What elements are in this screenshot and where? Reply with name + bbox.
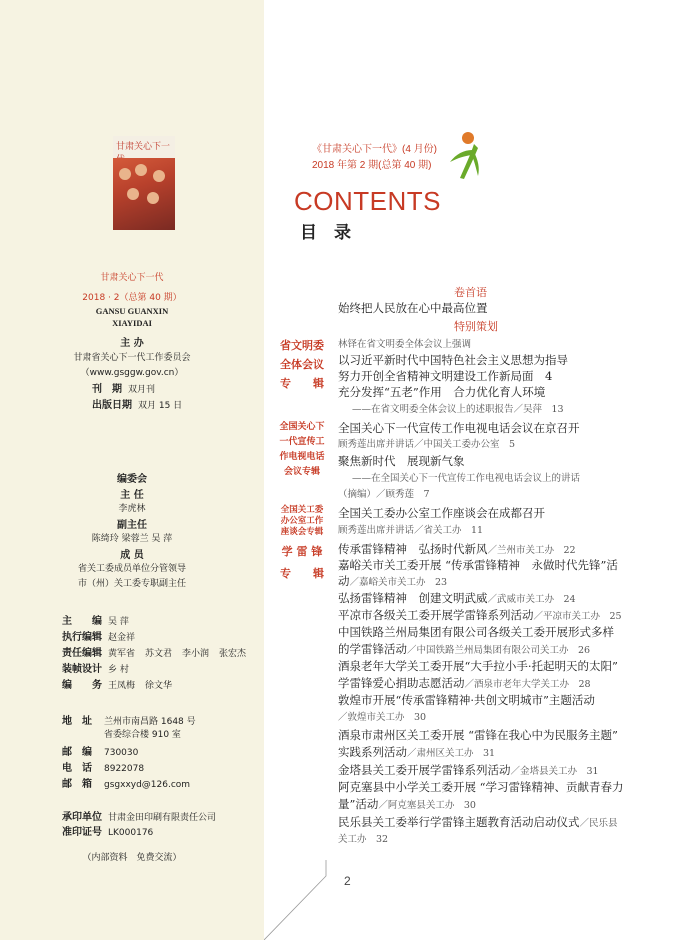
contact-label: 邮 编 <box>62 747 92 758</box>
toc-entry[interactable]: 全国关心下一代宣传工作电视电话会议在京召开 <box>338 421 580 435</box>
printer-value: 甘肃金田印刷有限责任公司 <box>108 813 217 823</box>
toc-title: 民乐县关工委举行学雷锋主题教育活动启动仪式 <box>338 815 580 829</box>
magazine-name: 甘肃关心下一代 <box>100 273 164 283</box>
permit-row <box>62 823 153 838</box>
contact-row <box>62 775 190 790</box>
toc-entry[interactable]: 聚焦新时代 展现新气象 <box>338 454 465 468</box>
toc-entry[interactable]: 中国铁路兰州局集团有限公司各级关工委开展形式多样 <box>338 625 614 639</box>
toc-source: 关工办 32 <box>338 834 389 845</box>
category-label-xueleifeng <box>264 541 340 585</box>
contact-row <box>62 759 144 774</box>
editor-row <box>62 676 182 691</box>
editor-label: 执行编辑 <box>62 632 102 643</box>
cover-face <box>119 168 131 180</box>
toc-entry[interactable]: 始终把人民放在心中最高位置 <box>338 301 488 315</box>
toc-title: 的学雷锋活动 <box>338 642 407 656</box>
toc-subtitle: ——在省文明委全体会议上的述职报告 <box>352 404 514 415</box>
editor-label: 装帧设计 <box>62 664 102 675</box>
toc-entry[interactable] <box>338 675 591 691</box>
toc-subtitle: ——在全国关心下一代宣传工作电视电话会议上的讲话 <box>352 473 581 484</box>
editor-name: 李小润 <box>182 649 210 659</box>
toc-entry[interactable] <box>338 831 388 845</box>
toc-entry[interactable] <box>338 541 576 557</box>
pinyin-line-2: XIAYIDAI <box>112 318 152 328</box>
sponsor-label: 主 办 <box>120 338 144 349</box>
contact-value: 省委综合楼 910 室 <box>104 730 181 740</box>
toc-title: 实践系列活动 <box>338 745 407 759</box>
toc-subtitle: 林铎在省文明委全体会议上强调 <box>338 339 472 350</box>
logo-figure-icon <box>444 130 484 182</box>
toc-entry[interactable] <box>338 641 590 657</box>
category-label-line: 会议专辑 <box>283 467 320 477</box>
vice-label: 副主任 <box>117 520 147 531</box>
cover-face <box>135 164 147 176</box>
toc-title: 弘扬雷锋精神 创建文明武威 <box>338 591 488 605</box>
category-label-line: 全国关心下 <box>279 422 325 432</box>
toc-entry[interactable]: 敦煌市开展“传承雷锋精神·共创文明城市”主题活动 <box>338 693 595 707</box>
toc-entry[interactable]: 酒泉老年大学关工委开展“大手拉小手·托起明天的太阳” <box>338 659 618 673</box>
toc-title: 平凉市各级关工委开展学雷锋系列活动 <box>338 608 534 622</box>
category-label-xuanchuan <box>264 420 340 480</box>
director-name: 李虎林 <box>118 504 146 514</box>
toc-entry[interactable] <box>338 607 622 623</box>
toc-title: 量”活动 <box>338 797 379 811</box>
frequency-value: 双月刊 <box>128 385 156 395</box>
corner-divider <box>264 860 354 940</box>
toc-subtitle: 顾秀莲出席并讲话 <box>338 525 415 536</box>
editor-row <box>62 612 139 627</box>
frequency-row <box>92 380 155 395</box>
section-title-preface: 卷首语 <box>454 286 487 299</box>
toc-source: ／民乐县 <box>579 818 618 829</box>
editor-name: 黄军省 <box>108 649 136 659</box>
contact-label: 邮 箱 <box>62 779 92 790</box>
editor-name: 吴 萍 <box>108 617 129 627</box>
vice-names: 陈绮玲 梁蓉兰 吴 萍 <box>91 534 173 544</box>
category-label-line: 省文明委 <box>280 339 324 352</box>
category-label-line: 专 辑 <box>280 567 324 580</box>
contact-value: 兰州市南昌路 1648 号 <box>104 717 196 727</box>
pinyin-line-1: GANSU GUANXIN <box>95 306 169 316</box>
cover-thumbnail <box>113 136 175 230</box>
toc-source: ／酒泉市老年大学关工办 28 <box>464 679 591 690</box>
cover-face <box>147 192 159 204</box>
editor-name: 张宏杰 <box>219 649 247 659</box>
editor-name: 王凤梅 <box>108 681 136 691</box>
editor-name: 徐文华 <box>145 681 173 691</box>
mulu-heading: 目 录 <box>300 223 351 242</box>
category-label-line: 学 雷 锋 <box>281 545 323 558</box>
editor-label: 责任编辑 <box>62 648 102 659</box>
toc-title: 传承雷锋精神 弘扬时代新风 <box>338 542 488 556</box>
toc-source: ／嘉峪关市关工办 23 <box>349 577 448 588</box>
website: （www.gsggw.gov.cn） <box>80 368 184 378</box>
category-label-wenmingwei <box>264 336 340 393</box>
toc-source: ／敦煌市关工办 30 <box>338 712 427 723</box>
toc-entry[interactable] <box>352 470 580 484</box>
toc-entry[interactable] <box>338 590 576 606</box>
member-line-2: 市（州）关工委专职副主任 <box>77 579 186 589</box>
committee-label: 编委会 <box>117 474 147 485</box>
toc-entry[interactable] <box>338 709 426 723</box>
toc-entry[interactable]: 全国关工委办公室工作座谈会在成都召开 <box>338 506 545 520</box>
toc-entry[interactable] <box>338 436 515 450</box>
toc-source: ／兰州市关工办 22 <box>487 545 576 556</box>
toc-entry[interactable] <box>352 401 564 415</box>
toc-source: ／武威市关工办 24 <box>487 594 576 605</box>
editor-name: 赵金祥 <box>108 633 136 643</box>
permit-label: 准印证号 <box>62 827 102 838</box>
contact-email[interactable]: gsgxxyd@126.com <box>104 780 191 790</box>
director-label: 主 任 <box>120 490 144 501</box>
cover-face <box>153 170 165 182</box>
category-label-line: 专 辑 <box>280 377 324 390</box>
contents-heading: CONTENTS <box>294 186 441 216</box>
sponsor-name: 甘肃省关心下一代工作委员会 <box>73 353 191 363</box>
toc-entry[interactable] <box>338 814 618 830</box>
cover-photo <box>113 158 175 230</box>
toc-title: 动 <box>338 574 350 588</box>
frequency-label: 刊 期 <box>92 384 122 395</box>
editor-label: 主 编 <box>62 616 102 627</box>
cover-title: 甘肃关心下一 <box>116 142 171 152</box>
category-label-bangongshi <box>264 505 340 538</box>
toc-entry[interactable] <box>338 522 483 536</box>
editor-row <box>62 660 139 675</box>
toc-entry[interactable]: 努力开创全省精神文明建设工作新局面 4 <box>338 369 553 383</box>
issue-header-line-1: 《甘肃关心下一代》(4 月份) <box>312 144 437 155</box>
toc-title: 金塔县关工委开展学雷锋系列活动 <box>338 763 511 777</box>
printer-row <box>62 808 216 823</box>
toc-entry[interactable] <box>338 486 430 500</box>
page-number: 2 <box>344 874 351 888</box>
toc-entry[interactable]: 充分发挥“五老”作用 合力优化育人环境 <box>338 385 546 399</box>
toc-source: ／中国关工委办公室 5 <box>414 439 516 450</box>
toc-entry[interactable] <box>338 796 476 812</box>
contact-row <box>62 743 138 758</box>
category-label-line: 一代宣传工 <box>279 437 325 447</box>
toc-source: ／阿克塞县关工办 30 <box>378 800 476 811</box>
toc-source: ／吴萍 13 <box>513 404 564 415</box>
issue-number: 2018 · 2（总第 40 期） <box>82 293 182 303</box>
category-label-line: 办公室工作 <box>280 516 324 526</box>
toc-entry[interactable]: 嘉峪关市关工委开展 “传承雷锋精神 永做时代先锋”活 <box>338 558 618 572</box>
cover-face <box>127 188 139 200</box>
toc-source: ／省关工办 11 <box>414 525 484 536</box>
contact-label: 地 址 <box>62 716 92 727</box>
editor-name: 苏文君 <box>145 649 173 659</box>
toc-source: ／金塔县关工办 31 <box>510 766 599 777</box>
date-label: 出版日期 <box>92 400 132 411</box>
category-label-line: 座谈会专辑 <box>280 527 324 537</box>
permit-value: LK000176 <box>108 828 154 838</box>
contact-row <box>62 727 181 740</box>
toc-source: ／中国铁路兰州局集团有限公司关工办 26 <box>407 645 591 656</box>
toc-source: ／平凉市关工办 25 <box>533 611 622 622</box>
editor-label: 编 务 <box>62 680 102 691</box>
toc-source: （摘编）／顾秀莲 7 <box>338 489 430 500</box>
issue-header-line-2: 2018 年第 2 期(总第 40 期) <box>312 160 432 171</box>
contact-row <box>62 712 196 727</box>
editor-row <box>62 628 145 643</box>
toc-source: ／肃州区关工办 31 <box>407 748 496 759</box>
section-title-special: 特别策划 <box>454 320 498 333</box>
contact-value: 8922078 <box>104 764 145 774</box>
toc-entry[interactable] <box>338 762 599 778</box>
contact-label: 电 话 <box>62 763 92 774</box>
date-row <box>92 396 182 411</box>
printer-label: 承印单位 <box>62 812 102 823</box>
distribution-note: （内部资料 免费交流） <box>82 853 182 863</box>
member-label: 成 员 <box>120 550 144 561</box>
member-line-1: 省关工委成员单位分管领导 <box>77 564 186 574</box>
editor-row <box>62 644 256 659</box>
category-label-line: 全国关工委 <box>280 505 324 515</box>
category-label-line: 全体会议 <box>280 358 324 371</box>
toc-entry[interactable]: 阿克塞县中小学关工委开展 “学习雷锋精神、贡献青春力 <box>338 780 624 794</box>
contact-value: 730030 <box>104 748 139 758</box>
toc-entry[interactable] <box>338 744 495 760</box>
toc-entry[interactable] <box>338 573 447 589</box>
category-label-line: 作电视电话 <box>279 452 325 462</box>
toc-subtitle: 顾秀莲出席并讲话 <box>338 439 415 450</box>
editor-name: 乡 村 <box>108 665 129 675</box>
toc-title: 学雷锋爱心捐助志愿活动 <box>338 676 465 690</box>
toc-entry[interactable]: 以习近平新时代中国特色社会主义思想为指导 <box>338 353 568 367</box>
toc-entry[interactable] <box>338 336 471 350</box>
toc-entry[interactable]: 酒泉市肃州区关工委开展 “雷锋在我心中为民服务主题” <box>338 728 618 742</box>
date-value: 双月 15 日 <box>138 401 183 411</box>
